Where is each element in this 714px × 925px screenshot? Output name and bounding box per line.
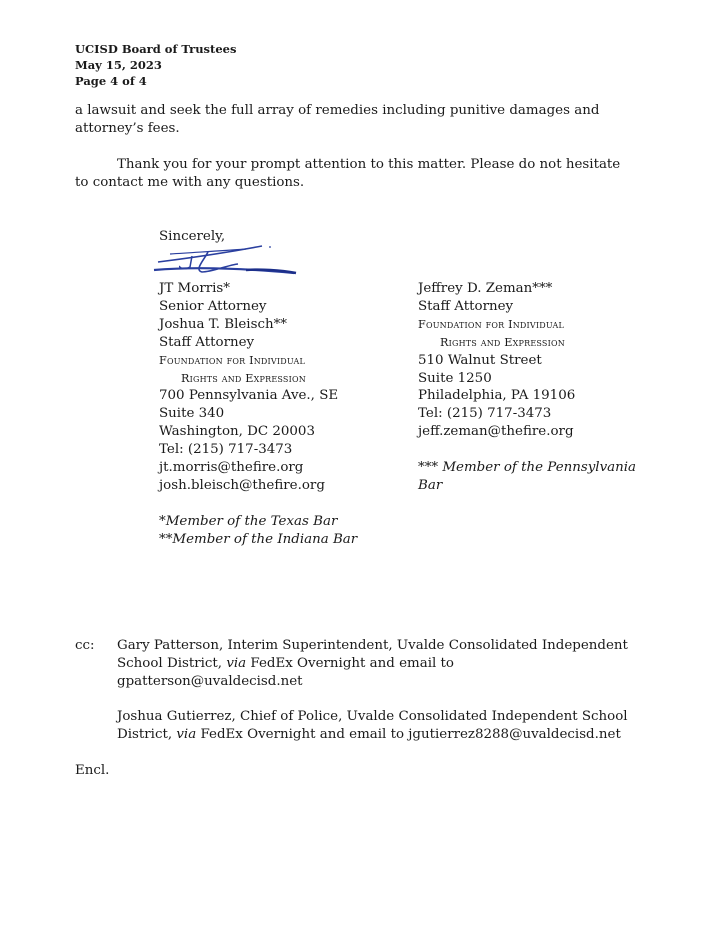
cc-label: cc: (75, 638, 95, 653)
attorney-name: Jeffrey D. Zeman*** (418, 281, 553, 296)
address-city: Philadelphia, PA 19106 (418, 388, 576, 404)
handwritten-signature (150, 240, 300, 278)
email-address: jeff.zeman@thefire.org (418, 424, 574, 440)
closing: Sincerely, (159, 229, 226, 244)
attorney-title: Staff Attorney (159, 334, 255, 350)
cc-text: School District, (117, 656, 227, 671)
body-paragraph-1: a lawsuit and seek the full array of remedies including punitive damages and attorney’s fees. (75, 103, 600, 136)
body-paragraph-2: Thank you for your prompt attention to this matter. Please do not hesitate to contact me with any questions. (75, 157, 621, 190)
cc-text: District, (117, 727, 177, 742)
cc-entry-line: Joshua Gutierrez, Chief of Police, Uvalde Consolidated Independent School (117, 709, 628, 724)
email-address: josh.bleisch@thefire.org (159, 477, 325, 493)
date-header: May 15, 2023 (75, 58, 162, 72)
organization-name-line2: Rights and Expression (440, 335, 565, 349)
address-city: Washington, DC 20003 (159, 424, 315, 440)
address-suite: Suite 1250 (418, 370, 492, 386)
page-header (75, 41, 236, 89)
email-address: jt.morris@thefire.org (159, 460, 304, 476)
via-text: via (226, 656, 247, 671)
bar-membership-note-cont: Bar (418, 477, 443, 493)
cc-entry-line: Gary Patterson, Interim Superintendent, Uvalde Consolidated Independent (117, 638, 628, 653)
signature-block-right (418, 280, 636, 495)
cc-text: FedEx Overnight and email to jgutierrez8288@uvaldecisd.net (196, 727, 621, 742)
attorney-name: JT Morris* (159, 281, 230, 296)
recipient-header: UCISD Board of Trustees (75, 42, 237, 56)
bar-membership-note: *** Member of the Pennsylvania (418, 460, 637, 476)
spacer (418, 441, 636, 459)
cc-entry-line (117, 655, 657, 673)
bar-membership-note: *Member of the Texas Bar (159, 513, 338, 529)
cc-entry-2 (117, 708, 657, 744)
organization-name-line1: Foundation for Individual (418, 317, 565, 331)
page-number: Page 4 of 4 (75, 74, 147, 88)
bar-membership-note: **Member of the Indiana Bar (159, 531, 358, 547)
attorney-title: Staff Attorney (418, 298, 514, 314)
via-text: via (176, 727, 197, 742)
cc-entry-1 (117, 637, 657, 691)
attorney-title: Senior Attorney (159, 298, 267, 314)
cc-text: FedEx Overnight and email to (246, 656, 454, 671)
organization-name-line2: Rights and Expression (181, 371, 306, 385)
address-street: 700 Pennsylvania Ave., SE (159, 388, 339, 404)
cc-entry-line (117, 726, 657, 744)
cc-email: gpatterson@uvaldecisd.net (117, 674, 303, 689)
spacer (159, 495, 357, 513)
enclosure-note: Encl. (75, 763, 110, 778)
telephone: Tel: (215) 717-3473 (159, 442, 293, 458)
organization-name-line1: Foundation for Individual (159, 353, 306, 367)
signature-block-left (159, 280, 357, 549)
attorney-name: Joshua T. Bleisch** (159, 316, 287, 332)
telephone: Tel: (215) 717-3473 (418, 406, 552, 422)
address-street: 510 Walnut Street (418, 352, 542, 368)
address-suite: Suite 340 (159, 406, 225, 422)
